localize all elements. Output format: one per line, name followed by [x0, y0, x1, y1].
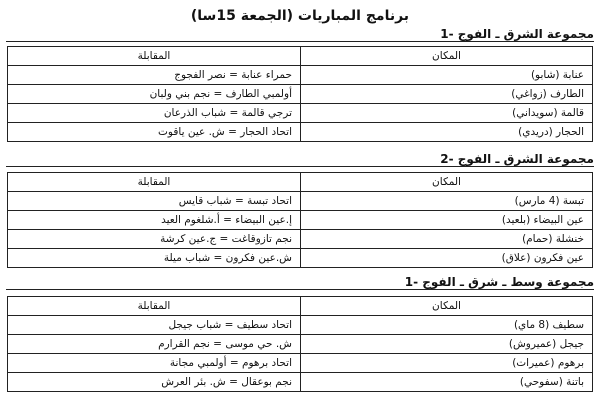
venue-cell: باتنة (سفوحي) — [301, 373, 593, 392]
group-title-east-2: مجموعة الشرق ـ الفوج -2 — [440, 152, 594, 166]
match-table-center-east-1 — [7, 296, 593, 392]
venue-cell: تبسة (4 مارس) — [301, 192, 593, 211]
match-cell: حمراء عنابة = نصر الفجوج — [8, 66, 301, 85]
table-row — [8, 335, 593, 354]
group-divider — [6, 289, 594, 290]
venue-cell: سطيف (8 ماي) — [301, 316, 593, 335]
group-title-center-east-1: مجموعة وسط ـ شرق ـ الفوج -1 — [404, 275, 594, 289]
table-row — [8, 249, 593, 268]
match-column-header: المقابلة — [8, 173, 301, 192]
table-row — [8, 192, 593, 211]
table-header-row — [8, 173, 593, 192]
table-row — [8, 373, 593, 392]
venue-cell: قالمة (سويداني) — [301, 104, 593, 123]
page-title: برنامج المباريات (الجمعة 15سا) — [190, 8, 410, 24]
venue-cell: عين البيضاء (بلعيد) — [301, 211, 593, 230]
match-cell: اتحاد سطيف = شباب جيجل — [8, 316, 301, 335]
table-header-row — [8, 297, 593, 316]
venue-cell: خنشلة (حمام) — [301, 230, 593, 249]
group-divider — [6, 41, 594, 42]
venue-cell: عنابة (شابو) — [301, 66, 593, 85]
table-row — [8, 123, 593, 142]
venue-cell: عين فكرون (علاق) — [301, 249, 593, 268]
match-table-east-2 — [7, 172, 593, 268]
match-column-header: المقابلة — [8, 297, 301, 316]
table-row — [8, 66, 593, 85]
match-cell: ش. حي موسى = نجم القرارم — [8, 335, 301, 354]
venue-column-header: المكان — [301, 173, 593, 192]
group-title-east-1: مجموعة الشرق ـ الفوج -1 — [440, 27, 594, 41]
table-row — [8, 211, 593, 230]
match-column-header: المقابلة — [8, 47, 301, 66]
venue-column-header: المكان — [301, 297, 593, 316]
match-cell: إ.عين البيضاء = أ.شلغوم العيد — [8, 211, 301, 230]
match-cell: اتحاد برهوم = أولمبي مجانة — [8, 354, 301, 373]
match-cell: نجم تازوقاغت = ج.عين كرشة — [8, 230, 301, 249]
table-row — [8, 104, 593, 123]
match-cell: نجم بوعقال = ش. بئر العرش — [8, 373, 301, 392]
match-cell: ش.عين فكرون = شباب ميلة — [8, 249, 301, 268]
match-cell: ترجي قالمة = شباب الذرعان — [8, 104, 301, 123]
venue-cell: برهوم (عميرات) — [301, 354, 593, 373]
table-row — [8, 230, 593, 249]
match-cell: اتحاد الحجار = ش. عين ياقوت — [8, 123, 301, 142]
group-divider — [6, 166, 594, 167]
venue-column-header: المكان — [301, 47, 593, 66]
match-cell: أولمبي الطارف = نجم بني ولبان — [8, 85, 301, 104]
venue-cell: الطارف (زواغي) — [301, 85, 593, 104]
venue-cell: جيجل (عميروش) — [301, 335, 593, 354]
table-row — [8, 85, 593, 104]
venue-cell: الحجار (دريدي) — [301, 123, 593, 142]
match-table-east-1 — [7, 46, 593, 142]
match-cell: اتحاد تبسة = شباب قايس — [8, 192, 301, 211]
table-header-row — [8, 47, 593, 66]
table-row — [8, 354, 593, 373]
table-row — [8, 316, 593, 335]
